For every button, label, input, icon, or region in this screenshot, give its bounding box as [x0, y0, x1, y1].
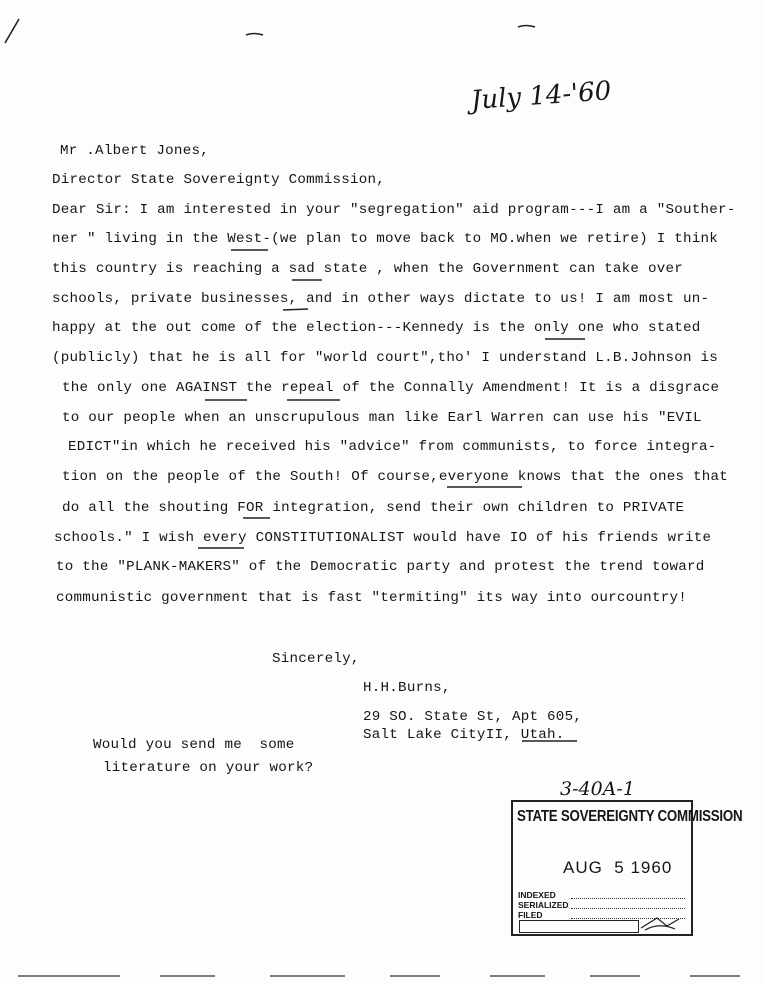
stamp-scribble-mark	[639, 914, 685, 934]
signature: H.H.Burns,	[363, 680, 451, 696]
body-line: schools." I wish every CONSTITUTIONALIST would have IO of his friends write	[54, 530, 712, 546]
stamp-rule	[571, 898, 685, 899]
body-line: communistic government that is fast "termiting" its way into ourcountry!	[56, 590, 687, 606]
stamp-row-serialized: SERIALIZED	[518, 900, 569, 910]
scan-edge-marks	[0, 970, 763, 982]
closing: Sincerely,	[272, 651, 360, 667]
body-line: (publicly) that he is all for "world court",tho' I understand L.B.Johnson is	[52, 350, 719, 366]
handwritten-date: July 14-'60	[470, 76, 613, 116]
body-line: this country is reaching a sad state , when the Government can take over	[52, 261, 683, 277]
commission-stamp	[511, 800, 743, 936]
stamp-date: AUG 5 1960	[563, 858, 673, 877]
body-line: to the "PLANK-MAKERS" of the Democratic party and protest the trend toward	[56, 559, 705, 575]
file-number: 3-40A-1	[560, 778, 635, 800]
stamp-box	[519, 920, 639, 933]
stamp-row-filed: FILED	[518, 910, 543, 920]
body-line: Dear Sir: I am interested in your "segregation" aid program---I am a "Souther-	[52, 202, 736, 218]
stamp-title: STATE SOVEREIGNTY COMMISSION	[517, 808, 743, 825]
stamp-rule	[571, 908, 685, 909]
body-line: to our people when an unscrupulous man like Earl Warren can use his "EVIL	[62, 410, 702, 426]
body-line: happy at the out come of the election---Kennedy is the only one who stated	[52, 320, 701, 336]
address-line-1: 29 SO. State St, Apt 605,	[363, 709, 583, 725]
recipient-name: Mr .Albert Jones,	[60, 143, 209, 159]
postscript-line-2: literature on your work?	[103, 760, 314, 776]
recipient-title: Director State Sovereignty Commission,	[52, 172, 386, 188]
body-line: tion on the people of the South! Of course,everyone knows that the ones that	[62, 469, 729, 485]
body-line: the only one AGAINST the repeal of the Connally Amendment! It is a disgrace	[62, 380, 720, 396]
body-line: schools, private businesses, and in other ways dictate to us! I am most un-	[52, 291, 710, 307]
body-line: do all the shouting FOR integration, send their own children to PRIVATE	[62, 500, 685, 516]
body-line: EDICT"in which he received his "advice" from communists, to force integra-	[68, 439, 717, 455]
address-line-2: Salt Lake CityII, Utah.	[363, 727, 565, 743]
postscript-line-1: Would you send me some	[93, 737, 295, 753]
stamp-row-indexed: INDEXED	[518, 890, 556, 900]
body-line: ner " living in the West-(we plan to move back to MO.when we retire) I think	[52, 231, 719, 247]
